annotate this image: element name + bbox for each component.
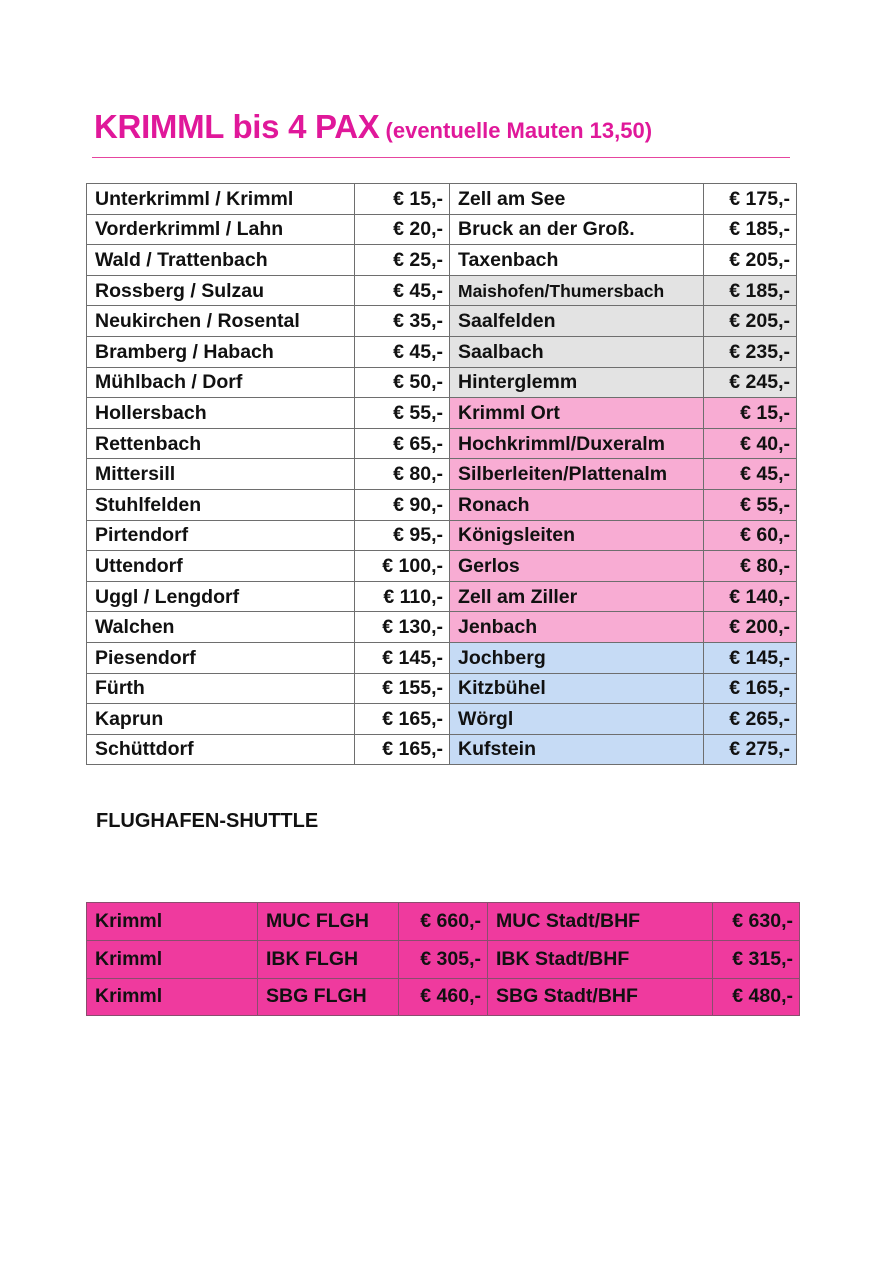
left-place: Pirtendorf [87,520,355,551]
table-row [87,612,797,643]
table-row [87,581,797,612]
right-price: € 165,- [704,673,797,704]
right-price: € 40,- [704,428,797,459]
shuttle-table-body [87,903,800,1016]
table-row [87,459,797,490]
page-title [94,108,652,146]
left-place: Neukirchen / Rosental [87,306,355,337]
right-place: Krimml Ort [450,398,704,429]
left-price: € 25,- [355,245,450,276]
title-underline [92,157,790,158]
table-row [87,551,797,582]
right-place: Kitzbühel [450,673,704,704]
right-price: € 175,- [704,184,797,215]
right-place: Zell am See [450,184,704,215]
left-price: € 155,- [355,673,450,704]
right-place: Wörgl [450,704,704,735]
price-table [86,183,797,765]
left-price: € 110,- [355,581,450,612]
right-price: € 185,- [704,275,797,306]
price-table-body [87,184,797,765]
right-place: Hochkrimml/Duxeralm [450,428,704,459]
left-price: € 55,- [355,398,450,429]
left-place: Vorderkrimml / Lahn [87,214,355,245]
right-place: Maishofen/Thumersbach [450,275,704,306]
left-place: Rossberg / Sulzau [87,275,355,306]
shuttle-airport-price: € 660,- [399,903,488,941]
table-row [87,489,797,520]
left-place: Hollersbach [87,398,355,429]
table-row [87,336,797,367]
table-row [87,184,797,215]
left-price: € 100,- [355,551,450,582]
right-place: Kufstein [450,734,704,765]
title-main: KRIMML bis 4 PAX [94,108,380,145]
left-place: Kaprun [87,704,355,735]
shuttle-airport-price: € 305,- [399,940,488,978]
left-price: € 50,- [355,367,450,398]
shuttle-heading: FLUGHAFEN-SHUTTLE [96,810,319,832]
left-place: Uttendorf [87,551,355,582]
shuttle-city: IBK Stadt/BHF [488,940,713,978]
left-price: € 20,- [355,214,450,245]
left-price: € 90,- [355,489,450,520]
table-row [87,428,797,459]
left-price: € 15,- [355,184,450,215]
left-place: Bramberg / Habach [87,336,355,367]
right-price: € 235,- [704,336,797,367]
left-place: Wald / Trattenbach [87,245,355,276]
left-place: Rettenbach [87,428,355,459]
shuttle-from: Krimml [87,940,258,978]
left-place: Mittersill [87,459,355,490]
right-price: € 55,- [704,489,797,520]
right-place: Silberleiten/Plattenalm [450,459,704,490]
shuttle-table [86,902,800,1016]
left-place: Uggl / Lengdorf [87,581,355,612]
right-place: Bruck an der Groß. [450,214,704,245]
right-place: Königsleiten [450,520,704,551]
right-price: € 275,- [704,734,797,765]
shuttle-city-price: € 315,- [713,940,800,978]
left-place: Walchen [87,612,355,643]
left-price: € 65,- [355,428,450,459]
right-price: € 205,- [704,306,797,337]
left-price: € 45,- [355,336,450,367]
right-price: € 145,- [704,642,797,673]
left-place: Mühlbach / Dorf [87,367,355,398]
left-place: Stuhlfelden [87,489,355,520]
left-place: Unterkrimml / Krimml [87,184,355,215]
shuttle-airport: SBG FLGH [258,978,399,1016]
left-price: € 35,- [355,306,450,337]
shuttle-airport: IBK FLGH [258,940,399,978]
shuttle-city: SBG Stadt/BHF [488,978,713,1016]
left-price: € 165,- [355,704,450,735]
left-price: € 165,- [355,734,450,765]
right-place: Gerlos [450,551,704,582]
right-price: € 200,- [704,612,797,643]
shuttle-city-price: € 630,- [713,903,800,941]
shuttle-city: MUC Stadt/BHF [488,903,713,941]
shuttle-row [87,940,800,978]
left-price: € 130,- [355,612,450,643]
right-price: € 140,- [704,581,797,612]
table-row [87,214,797,245]
right-place: Jenbach [450,612,704,643]
table-row [87,398,797,429]
right-price: € 80,- [704,551,797,582]
shuttle-airport-price: € 460,- [399,978,488,1016]
right-price: € 15,- [704,398,797,429]
left-place: Fürth [87,673,355,704]
right-price: € 205,- [704,245,797,276]
shuttle-row [87,978,800,1016]
table-row [87,704,797,735]
right-place: Hinterglemm [450,367,704,398]
right-price: € 60,- [704,520,797,551]
table-row [87,275,797,306]
table-row [87,245,797,276]
left-price: € 45,- [355,275,450,306]
left-price: € 145,- [355,642,450,673]
left-price: € 80,- [355,459,450,490]
left-price: € 95,- [355,520,450,551]
right-place: Saalfelden [450,306,704,337]
shuttle-from: Krimml [87,978,258,1016]
right-place: Ronach [450,489,704,520]
table-row [87,306,797,337]
table-row [87,673,797,704]
right-price: € 245,- [704,367,797,398]
shuttle-city-price: € 480,- [713,978,800,1016]
shuttle-row [87,903,800,941]
right-price: € 45,- [704,459,797,490]
right-price: € 185,- [704,214,797,245]
shuttle-airport: MUC FLGH [258,903,399,941]
table-row [87,520,797,551]
right-place: Jochberg [450,642,704,673]
left-place: Piesendorf [87,642,355,673]
table-row [87,642,797,673]
right-price: € 265,- [704,704,797,735]
right-place: Saalbach [450,336,704,367]
title-subtitle: (eventuelle Mauten 13,50) [385,118,653,143]
right-place: Taxenbach [450,245,704,276]
shuttle-from: Krimml [87,903,258,941]
left-place: Schüttdorf [87,734,355,765]
right-place: Zell am Ziller [450,581,704,612]
table-row [87,734,797,765]
table-row [87,367,797,398]
